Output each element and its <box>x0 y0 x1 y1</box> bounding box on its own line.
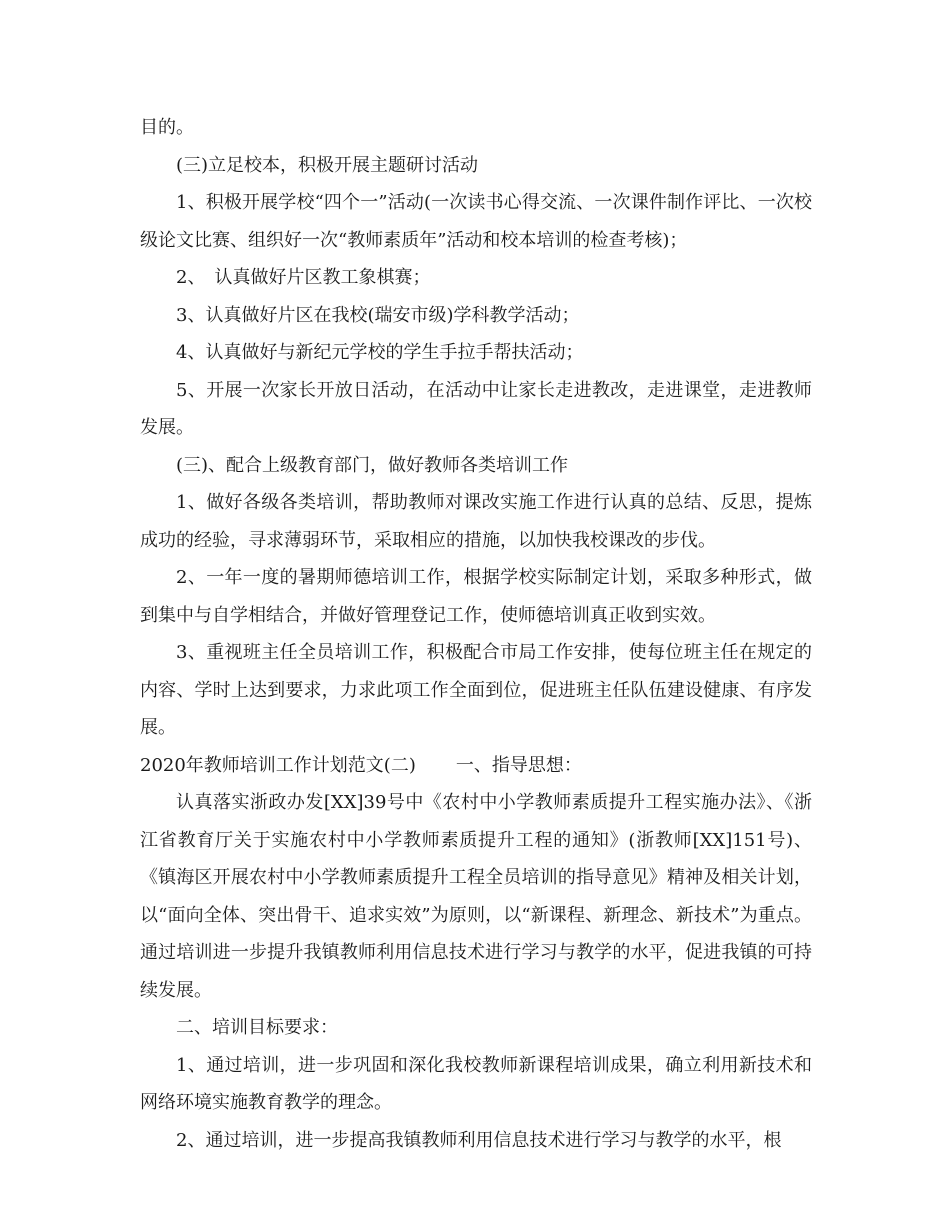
list-item-5: 5、开展一次家长开放日活动，在活动中让家长走进教改，走进课堂，走进教师发展。 <box>140 379 812 438</box>
list-item-4: 4、认真做好与新纪元学校的学生手拉手帮扶活动； <box>176 342 584 363</box>
section-heading-goals: 二、培训目标要求： <box>176 1017 338 1038</box>
document-body <box>140 109 812 1159</box>
goal-item-2: 2、通过培训，进一步提高我镇教师利用信息技术进行学习与教学的水平，根 <box>176 1129 782 1151</box>
document-title-line <box>140 747 812 785</box>
list-item-1: 1、积极开展学校“四个一”活动(一次读书心得交流、一次课件制作评比、一次校级论文比赛、组织好一次“教师素质年”活动和校本培训的检查考核)； <box>140 192 812 251</box>
guiding-thought-heading: 一、指导思想： <box>455 754 582 776</box>
section-heading-school-based: (三)立足校本，积极开展主题研讨活动 <box>176 154 479 176</box>
paragraph-continuation: 目的。 <box>140 117 194 138</box>
list-item-2: 2、 认真做好片区教工象棋赛； <box>176 267 431 288</box>
section-heading-training: (三)、配合上级教育部门，做好教师各类培训工作 <box>176 454 569 476</box>
goal-item-1: 1、通过培训，进一步巩固和深化我校教师新课程培训成果，确立利用新技术和网络环境实施教育教学的理念。 <box>140 1054 812 1113</box>
list-item-3: 3、认真做好片区在我校(瑞安市级)学科教学活动； <box>176 304 580 326</box>
training-item-1: 1、做好各级各类培训，帮助教师对课改实施工作进行认真的总结、反思，提炼成功的经验，寻求薄弱环节，采取相应的措施，以加快我校课改的步伐。 <box>140 492 812 551</box>
training-item-3: 3、重视班主任全员培训工作，积极配合市局工作安排，使每位班主任在规定的内容、学时上达到要求，力求此项工作全面到位，促进班主任队伍建设健康、有序发展。 <box>140 642 812 738</box>
document-title: 2020年教师培训工作计划范文(二) <box>140 754 416 776</box>
guiding-thought-paragraph: 认真落实浙政办发[XX]39号中《农村中小学教师素质提升工程实施办法》、《浙江省教育厅关于实施农村中小学教师素质提升工程的通知》(浙教师[XX]151号)、《镇海区开展农村中小学教师素质提升工程全员培训的指导意见》精神及相关计划，以“面向全体、突出骨干、追求实效”为原则，以“新课程、新理念、新技术”为重点。通过培训进一步提升我镇教师利用信息技术进行学习与教学的水平，促进我镇的可持续发展。 <box>140 792 812 1001</box>
training-item-2: 2、一年一度的暑期师德培训工作，根据学校实际制定计划，采取多种形式，做到集中与自学相结合，并做好管理登记工作，使师德培训真正收到实效。 <box>140 567 812 626</box>
